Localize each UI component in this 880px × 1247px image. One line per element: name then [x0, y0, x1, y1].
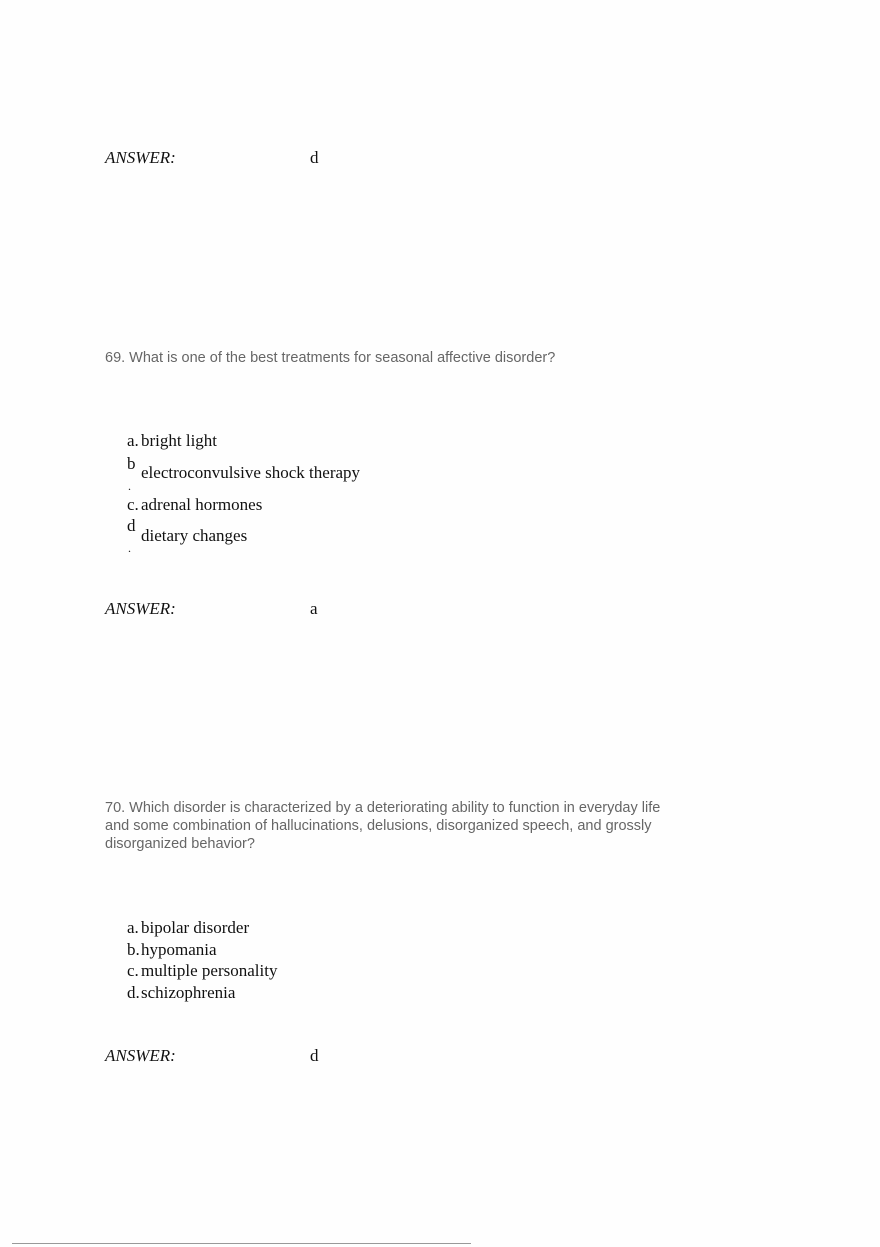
- answer-value: d: [310, 1046, 319, 1065]
- option-letter: d: [127, 516, 136, 535]
- footer-divider: [12, 1243, 471, 1244]
- option-text: schizophrenia: [141, 983, 236, 1002]
- option-letter: a.: [127, 431, 139, 450]
- answer-label: ANSWER:: [105, 1046, 176, 1065]
- option-letter: d.: [127, 983, 140, 1002]
- option-letter: b: [127, 454, 136, 473]
- question-70-line: and some combination of hallucinations, delusions, disorganized speech, and grossly: [105, 818, 652, 834]
- option-text: bright light: [141, 431, 218, 450]
- option-text: hypomania: [141, 940, 217, 959]
- answer-label: ANSWER:: [105, 148, 176, 167]
- option-letter: c.: [127, 961, 139, 980]
- option-letter: b.: [127, 940, 140, 959]
- question-70-line: 70. Which disorder is characterized by a deteriorating ability to function in everyday life: [105, 800, 661, 816]
- option-text: adrenal hormones: [141, 495, 263, 514]
- answer-label: ANSWER:: [105, 599, 176, 618]
- option-text: bipolar disorder: [141, 918, 250, 937]
- option-dot: .: [128, 541, 131, 555]
- option-letter: c.: [127, 495, 139, 514]
- question-70-line: disorganized behavior?: [105, 836, 255, 852]
- question-69: 69. What is one of the best treatments for seasonal affective disorder?: [105, 350, 556, 366]
- answer-value: d: [310, 148, 319, 167]
- answer-value: a: [310, 599, 318, 618]
- option-text: electroconvulsive shock therapy: [141, 463, 361, 482]
- option-letter: a.: [127, 918, 139, 937]
- option-text: multiple personality: [141, 961, 278, 980]
- option-dot: .: [128, 479, 131, 493]
- option-text: dietary changes: [141, 526, 248, 545]
